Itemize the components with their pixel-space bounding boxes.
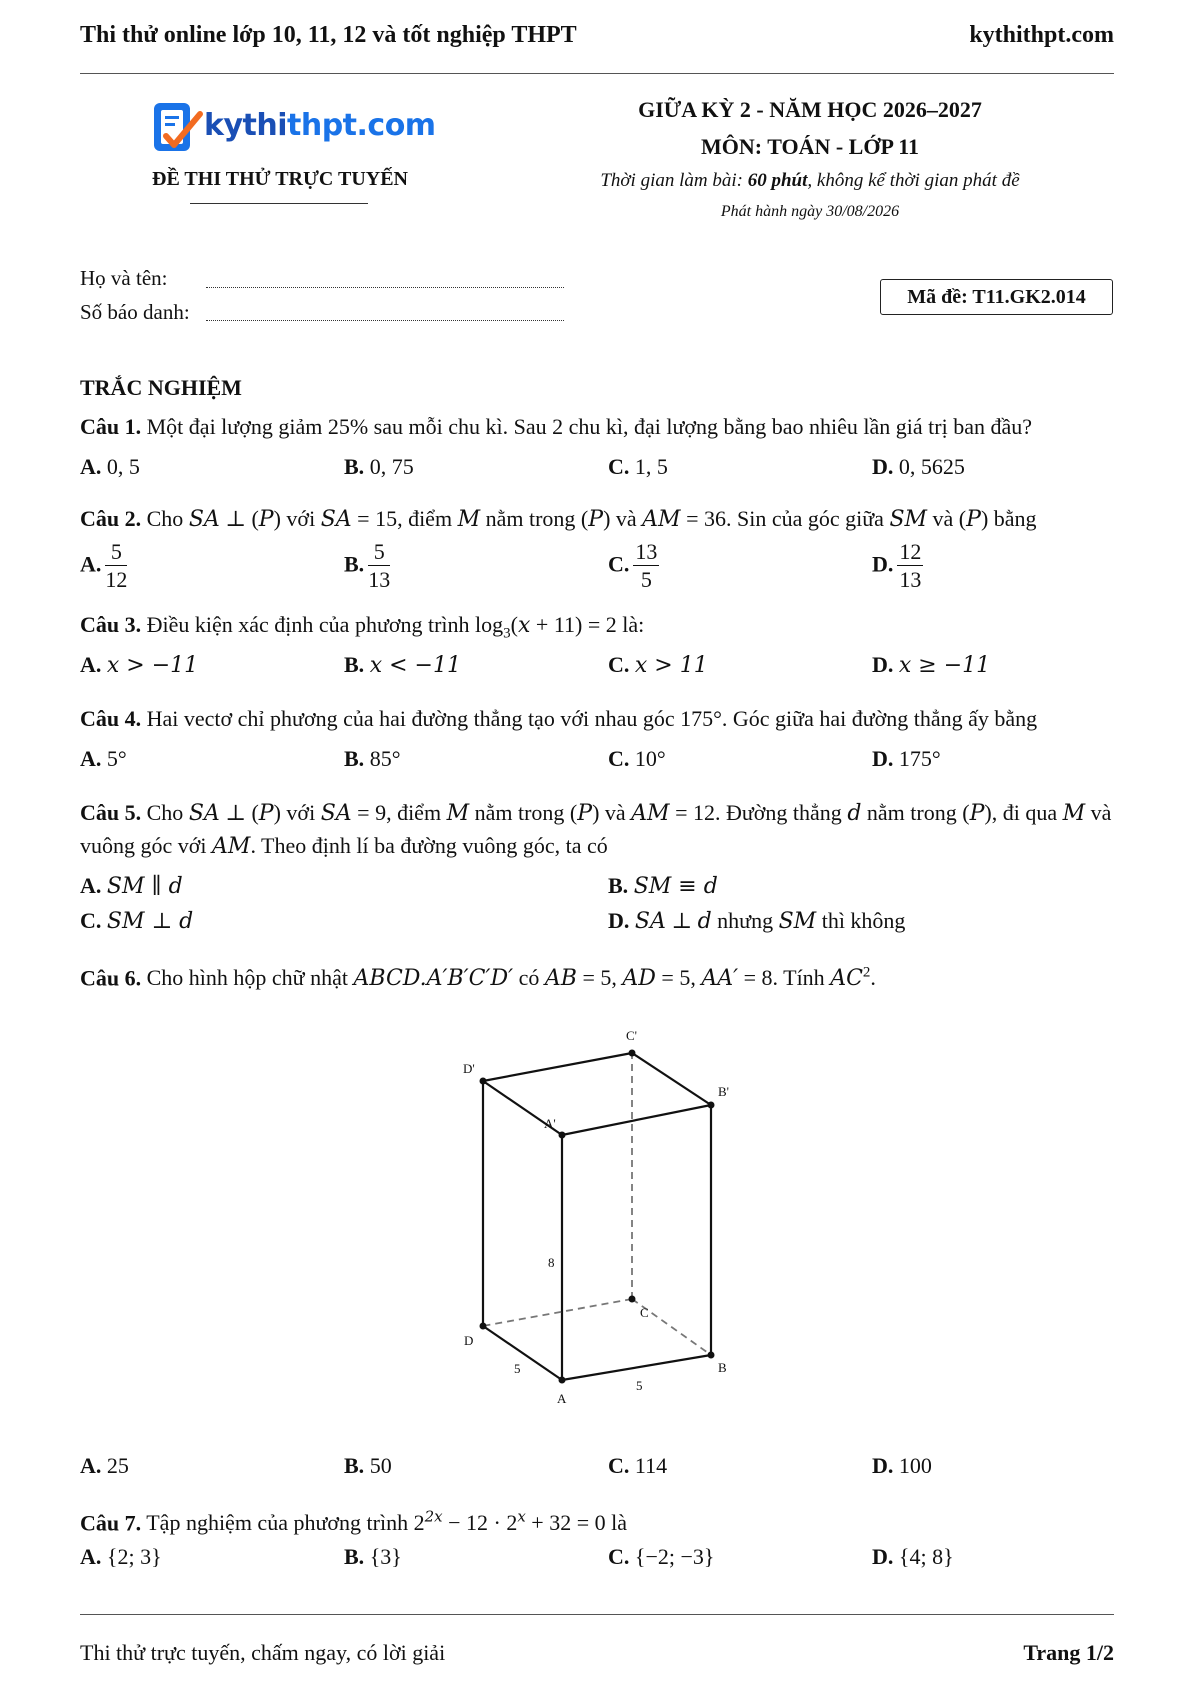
footer-divider xyxy=(80,1614,1114,1615)
question-2 xyxy=(80,503,1120,536)
q7-option-b[interactable] xyxy=(344,1544,402,1570)
q1-option-c[interactable] xyxy=(608,454,668,480)
q1-label: Câu 1. xyxy=(80,414,142,439)
box-hidden-edges xyxy=(483,1053,711,1355)
logo-icon xyxy=(152,100,204,156)
q3-option-a[interactable] xyxy=(80,652,198,678)
q7-c-value: {−2; −3} xyxy=(634,1544,715,1569)
site-logo xyxy=(152,100,436,156)
q3-a-value: x > −11 xyxy=(106,653,199,678)
q5-text: Cho SA ⊥ (P) với SA = 9, điểm M nằm trong (P) và AM = 12. Đường thẳng d nằm trong (P), đi qua M và vuông góc với AM. Theo định lí ba đường vuông góc, ta có xyxy=(80,800,1112,859)
logo-text-thpt: thpt xyxy=(287,108,357,143)
question-3 xyxy=(80,609,1120,649)
page-number: Trang 1/2 xyxy=(1023,1640,1114,1665)
q3-a-letter: A. xyxy=(80,652,102,677)
q4-text: Hai vectơ chỉ phương của hai đường thẳng tạo với nhau góc 175°. Góc giữa hai đường thẳng ấy bằng xyxy=(146,706,1038,731)
edge-A1B1 xyxy=(562,1105,711,1135)
exam-code-box: Mã đề: T11.GK2.014 xyxy=(880,279,1113,315)
vertex-label-B: B xyxy=(718,1360,727,1375)
q6-option-a[interactable] xyxy=(80,1453,129,1479)
box-vertices xyxy=(480,1050,715,1384)
q4-option-c[interactable] xyxy=(608,746,666,772)
vertex-label-A1: A' xyxy=(544,1116,556,1131)
student-id-field[interactable] xyxy=(206,320,564,321)
q7-a-value: {2; 3} xyxy=(106,1544,162,1569)
vertex-label-B1: B' xyxy=(718,1084,730,1099)
q7-c-letter: C. xyxy=(608,1544,630,1569)
question-6 xyxy=(80,957,1120,995)
box-solid-edges xyxy=(483,1053,711,1380)
exam-duration xyxy=(540,170,1080,192)
vertex-label-A: A xyxy=(557,1391,567,1406)
q6-option-c[interactable] xyxy=(608,1453,667,1479)
vertex-label-D: D xyxy=(464,1333,474,1348)
q2-d-letter: D. xyxy=(872,551,894,577)
q7-label: Câu 7. xyxy=(80,1510,142,1536)
section-heading: TRẮC NGHIỆM xyxy=(80,375,242,400)
subtitle-underline xyxy=(190,203,368,204)
q4-label: Câu 4. xyxy=(80,706,142,731)
q2-option-c[interactable] xyxy=(608,539,659,594)
q2-c-fraction: $\frac{13}{5}$ xyxy=(635,539,658,592)
q6-label: Câu 6. xyxy=(80,965,142,991)
q5-a-value: SM ∥ d xyxy=(106,874,183,899)
q6-a-value: 25 xyxy=(106,1453,129,1478)
q3-b-value: x < −11 xyxy=(369,653,461,678)
q1-option-a[interactable] xyxy=(80,454,140,480)
q5-a-letter: A. xyxy=(80,873,102,898)
edge-CD xyxy=(483,1299,632,1326)
q3-d-value: x ≥ −11 xyxy=(898,653,991,678)
q4-b-value: 85° xyxy=(369,746,401,771)
q3-option-b[interactable] xyxy=(344,652,461,678)
q2-d-fraction: $\frac{12}{13}$ xyxy=(899,539,922,592)
q2-a-fraction: $\frac{5}{12}$ xyxy=(105,539,128,592)
student-id-label: Số báo danh: xyxy=(80,300,190,324)
q4-c-letter: C. xyxy=(608,746,630,771)
box-figure xyxy=(440,1015,740,1415)
q5-option-c[interactable] xyxy=(80,908,193,934)
footer-tagline: Thi thử trực tuyến, chấm ngay, có lời giải xyxy=(80,1640,446,1665)
edge-B1C1 xyxy=(632,1053,711,1105)
q1-option-d[interactable] xyxy=(872,454,965,480)
q4-option-d[interactable] xyxy=(872,746,941,772)
q2-option-d[interactable] xyxy=(872,539,923,594)
q5-option-a[interactable] xyxy=(80,873,183,899)
exam-title: GIỮA KỲ 2 - NĂM HỌC 2026–2027 xyxy=(638,97,982,122)
q3-b-letter: B. xyxy=(344,652,365,677)
duration-suffix: , không kể thời gian phát đề xyxy=(807,170,1020,191)
q1-d-value: 0, 5625 xyxy=(898,454,965,479)
q2-text: Cho SA ⊥ (P) với SA = 15, điểm M nằm trong (P) và AM = 36. Sin của góc giữa SM và (P) bằng xyxy=(146,506,1037,532)
vertex-label-C: C xyxy=(640,1305,649,1320)
q3-c-value: x > 11 xyxy=(634,653,708,678)
q6-option-b[interactable] xyxy=(344,1453,392,1479)
q3-d-letter: D. xyxy=(872,652,894,677)
header-title: Thi thử online lớp 10, 11, 12 và tốt nghiệp THPT xyxy=(80,22,577,48)
edge-length-AA1: 8 xyxy=(548,1255,555,1270)
q4-b-letter: B. xyxy=(344,746,365,771)
q2-a-letter: A. xyxy=(80,551,102,577)
exam-type-subtitle: ĐỀ THI THỬ TRỰC TUYẾN xyxy=(152,168,408,190)
logo-text-kythi: kythi xyxy=(204,108,287,143)
q1-a-value: 0, 5 xyxy=(106,454,140,479)
logo-text-com: .com xyxy=(356,108,436,143)
q5-option-b[interactable] xyxy=(608,873,718,899)
header-divider xyxy=(80,73,1114,74)
q1-c-letter: C. xyxy=(608,454,630,479)
q5-c-value: SM ⊥ d xyxy=(106,909,194,934)
q1-b-value: 0, 75 xyxy=(369,454,414,479)
edge-length-AD: 5 xyxy=(514,1361,521,1376)
vertex-label-C1: C' xyxy=(626,1028,638,1043)
q6-b-value: 50 xyxy=(369,1453,392,1478)
q3-label: Câu 3. xyxy=(80,612,142,637)
duration-value: 60 phút xyxy=(747,170,808,191)
question-5 xyxy=(80,797,1120,863)
q1-option-b[interactable] xyxy=(344,454,414,480)
q1-a-letter: A. xyxy=(80,454,102,479)
q7-a-letter: A. xyxy=(80,1544,102,1569)
q3-option-d[interactable] xyxy=(872,652,990,678)
edge-AB xyxy=(562,1355,711,1380)
q1-b-letter: B. xyxy=(344,454,365,479)
edge-D1C1 xyxy=(483,1053,632,1081)
q7-d-value: {4; 8} xyxy=(898,1544,954,1569)
q6-text: Cho hình hộp chữ nhật ABCD.A′B′C′D′ có AB = 5, AD = 5, AA′ = 8. Tính $AC^2$. xyxy=(146,965,876,992)
q2-b-letter: B. xyxy=(344,551,365,577)
q3-text: Điều kiện xác định của phương trình $\log_3(x + 11) = 2$ là: xyxy=(146,612,645,642)
q7-b-letter: B. xyxy=(344,1544,365,1569)
release-date: Phát hành ngày 30/08/2026 xyxy=(720,203,900,220)
edge-length-AB: 5 xyxy=(636,1378,643,1393)
q4-a-letter: A. xyxy=(80,746,102,771)
q4-d-value: 175° xyxy=(898,746,941,771)
q1-c-value: 1, 5 xyxy=(634,454,668,479)
question-7 xyxy=(80,1501,1120,1539)
q7-b-value: {3} xyxy=(369,1544,402,1569)
q7-option-c[interactable] xyxy=(608,1544,714,1570)
q5-option-d[interactable] xyxy=(608,908,905,934)
q6-c-value: 114 xyxy=(634,1453,668,1478)
q5-b-letter: B. xyxy=(608,873,629,898)
q6-option-d[interactable] xyxy=(872,1453,932,1479)
q1-text: Một đại lượng giảm 25% sau mỗi chu kì. Sau 2 chu kì, đại lượng bằng bao nhiêu lần giá trị ban đầu? xyxy=(146,414,1033,439)
q4-a-value: 5° xyxy=(106,746,127,771)
q7-option-d[interactable] xyxy=(872,1544,954,1570)
q2-option-b[interactable] xyxy=(344,539,390,594)
q3-c-letter: C. xyxy=(608,652,630,677)
question-1 xyxy=(80,411,1120,443)
q5-b-value: SM ≡ d xyxy=(633,874,718,899)
q2-label: Câu 2. xyxy=(80,506,142,531)
q6-b-letter: B. xyxy=(344,1453,365,1478)
q5-label: Câu 5. xyxy=(80,800,142,825)
q2-b-fraction: $\frac{5}{13}$ xyxy=(368,539,391,592)
q1-d-letter: D. xyxy=(872,454,894,479)
q3-option-c[interactable] xyxy=(608,652,708,678)
edge-AD xyxy=(483,1326,562,1380)
q4-d-letter: D. xyxy=(872,746,894,771)
q4-option-b[interactable] xyxy=(344,746,401,772)
q6-a-letter: A. xyxy=(80,1453,102,1478)
q5-d-letter: D. xyxy=(608,908,630,933)
question-4 xyxy=(80,703,1120,735)
q7-text: Tập nghiệm của phương trình $2^{2x} - 12 \cdot 2^x + 32 = 0$ là xyxy=(146,1508,627,1536)
q4-c-value: 10° xyxy=(634,746,666,771)
q5-c-letter: C. xyxy=(80,908,102,933)
q6-c-letter: C. xyxy=(608,1453,630,1478)
q5-d-value: SA ⊥ d nhưng SM thì không xyxy=(634,908,906,934)
q2-option-a[interactable] xyxy=(80,539,127,594)
q6-d-letter: D. xyxy=(872,1453,894,1478)
q7-d-letter: D. xyxy=(872,1544,894,1569)
exam-subject: MÔN: TOÁN - LỚP 11 xyxy=(701,134,919,159)
name-field[interactable] xyxy=(206,287,564,288)
q2-c-letter: C. xyxy=(608,551,630,577)
q4-option-a[interactable] xyxy=(80,746,127,772)
name-label: Họ và tên: xyxy=(80,266,168,290)
header-site[interactable]: kythithpt.com xyxy=(969,22,1114,48)
q7-option-a[interactable] xyxy=(80,1544,162,1570)
vertex-label-D1: D' xyxy=(463,1061,475,1076)
duration-prefix: Thời gian làm bài: xyxy=(600,170,748,191)
q6-d-value: 100 xyxy=(898,1453,932,1478)
